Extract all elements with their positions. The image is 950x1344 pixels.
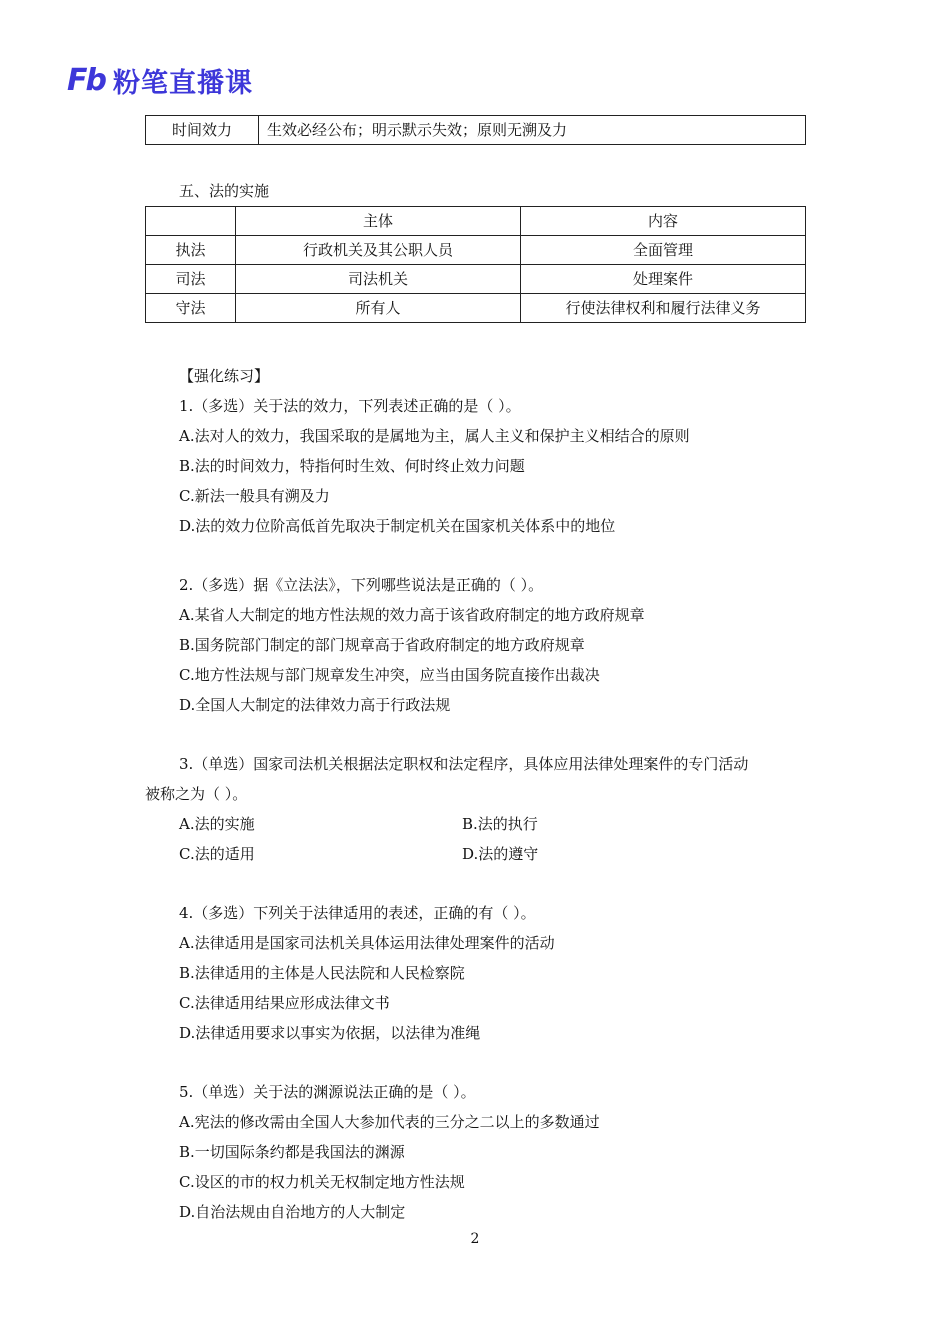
table-row bbox=[146, 265, 806, 294]
question-5-option-a: A.宪法的修改需由全国人大参加代表的三分之二以上的多数通过 bbox=[179, 1113, 600, 1131]
question-3-option-a: A.法的实施 bbox=[179, 815, 255, 833]
table-cell: 执法 bbox=[146, 236, 236, 265]
question-2-option-d: D.全国人大制定的法律效力高于行政法规 bbox=[179, 696, 451, 714]
question-1-option-b: B.法的时间效力，特指何时生效、何时终止效力问题 bbox=[179, 457, 525, 475]
table-header-cell bbox=[146, 207, 236, 236]
table-cell: 全面管理 bbox=[521, 236, 806, 265]
table-header-cell: 内容 bbox=[521, 207, 806, 236]
table-cell: 行政机关及其公职人员 bbox=[236, 236, 521, 265]
table-cell: 行使法律权利和履行法律义务 bbox=[521, 294, 806, 323]
question-3-option-c: C.法的适用 bbox=[179, 845, 255, 863]
table-row bbox=[146, 294, 806, 323]
time-effect-table bbox=[145, 115, 806, 145]
brand-logo bbox=[67, 62, 253, 98]
logo-text: 粉笔直播课 bbox=[112, 67, 253, 99]
question-2-option-a: A.某省人大制定的地方性法规的效力高于该省政府制定的地方政府规章 bbox=[179, 606, 645, 624]
implementation-table bbox=[145, 206, 806, 323]
table-cell-value: 生效必经公布；明示默示失效；原则无溯及力 bbox=[259, 116, 806, 145]
table-cell: 司法 bbox=[146, 265, 236, 294]
question-1-stem: 1.（多选）关于法的效力，下列表述正确的是（ ）。 bbox=[179, 397, 521, 415]
question-4-option-a: A.法律适用是国家司法机关具体运用法律处理案件的活动 bbox=[179, 934, 555, 952]
question-3-option-d: D.法的遵守 bbox=[462, 845, 539, 863]
logo-icon: Fb bbox=[67, 62, 105, 98]
table-cell-label: 时间效力 bbox=[146, 116, 259, 145]
question-5-option-c: C.设区的市的权力机关无权制定地方性法规 bbox=[179, 1173, 465, 1191]
table-row bbox=[146, 116, 806, 145]
table-cell: 所有人 bbox=[236, 294, 521, 323]
question-3-stem-line2: 被称之为（ ）。 bbox=[145, 785, 248, 803]
question-4-option-d: D.法律适用要求以事实为依据，以法律为准绳 bbox=[179, 1024, 481, 1042]
question-2-option-c: C.地方性法规与部门规章发生冲突，应当由国务院直接作出裁决 bbox=[179, 666, 600, 684]
section-title: 五、法的实施 bbox=[179, 182, 270, 200]
table-cell: 处理案件 bbox=[521, 265, 806, 294]
table-row bbox=[146, 236, 806, 265]
table-cell: 司法机关 bbox=[236, 265, 521, 294]
question-5-option-b: B.一切国际条约都是我国法的渊源 bbox=[179, 1143, 405, 1161]
question-3-option-b: B.法的执行 bbox=[462, 815, 538, 833]
question-1-option-c: C.新法一般具有溯及力 bbox=[179, 487, 330, 505]
page-number: 2 bbox=[470, 1231, 480, 1247]
table-header-row bbox=[146, 207, 806, 236]
question-3-stem-line1: 3.（单选）国家司法机关根据法定职权和法定程序，具体应用法律处理案件的专门活动 bbox=[179, 755, 749, 773]
question-4-option-c: C.法律适用结果应形成法律文书 bbox=[179, 994, 390, 1012]
question-5-stem: 5.（单选）关于法的渊源说法正确的是（ ）。 bbox=[179, 1083, 476, 1101]
question-1-option-d: D.法的效力位阶高低首先取决于制定机关在国家机关体系中的地位 bbox=[179, 517, 616, 535]
question-2-option-b: B.国务院部门制定的部门规章高于省政府制定的地方政府规章 bbox=[179, 636, 585, 654]
question-5-option-d: D.自治法规由自治地方的人大制定 bbox=[179, 1203, 406, 1221]
question-2-stem: 2.（多选）据《立法法》，下列哪些说法是正确的（ ）。 bbox=[179, 576, 544, 594]
question-4-option-b: B.法律适用的主体是人民法院和人民检察院 bbox=[179, 964, 465, 982]
question-4-stem: 4.（多选）下列关于法律适用的表述，正确的有（ ）。 bbox=[179, 904, 536, 922]
question-1-option-a: A.法对人的效力，我国采取的是属地为主，属人主义和保护主义相结合的原则 bbox=[179, 427, 690, 445]
table-cell: 守法 bbox=[146, 294, 236, 323]
practice-heading: 【强化练习】 bbox=[179, 367, 270, 385]
table-header-cell: 主体 bbox=[236, 207, 521, 236]
